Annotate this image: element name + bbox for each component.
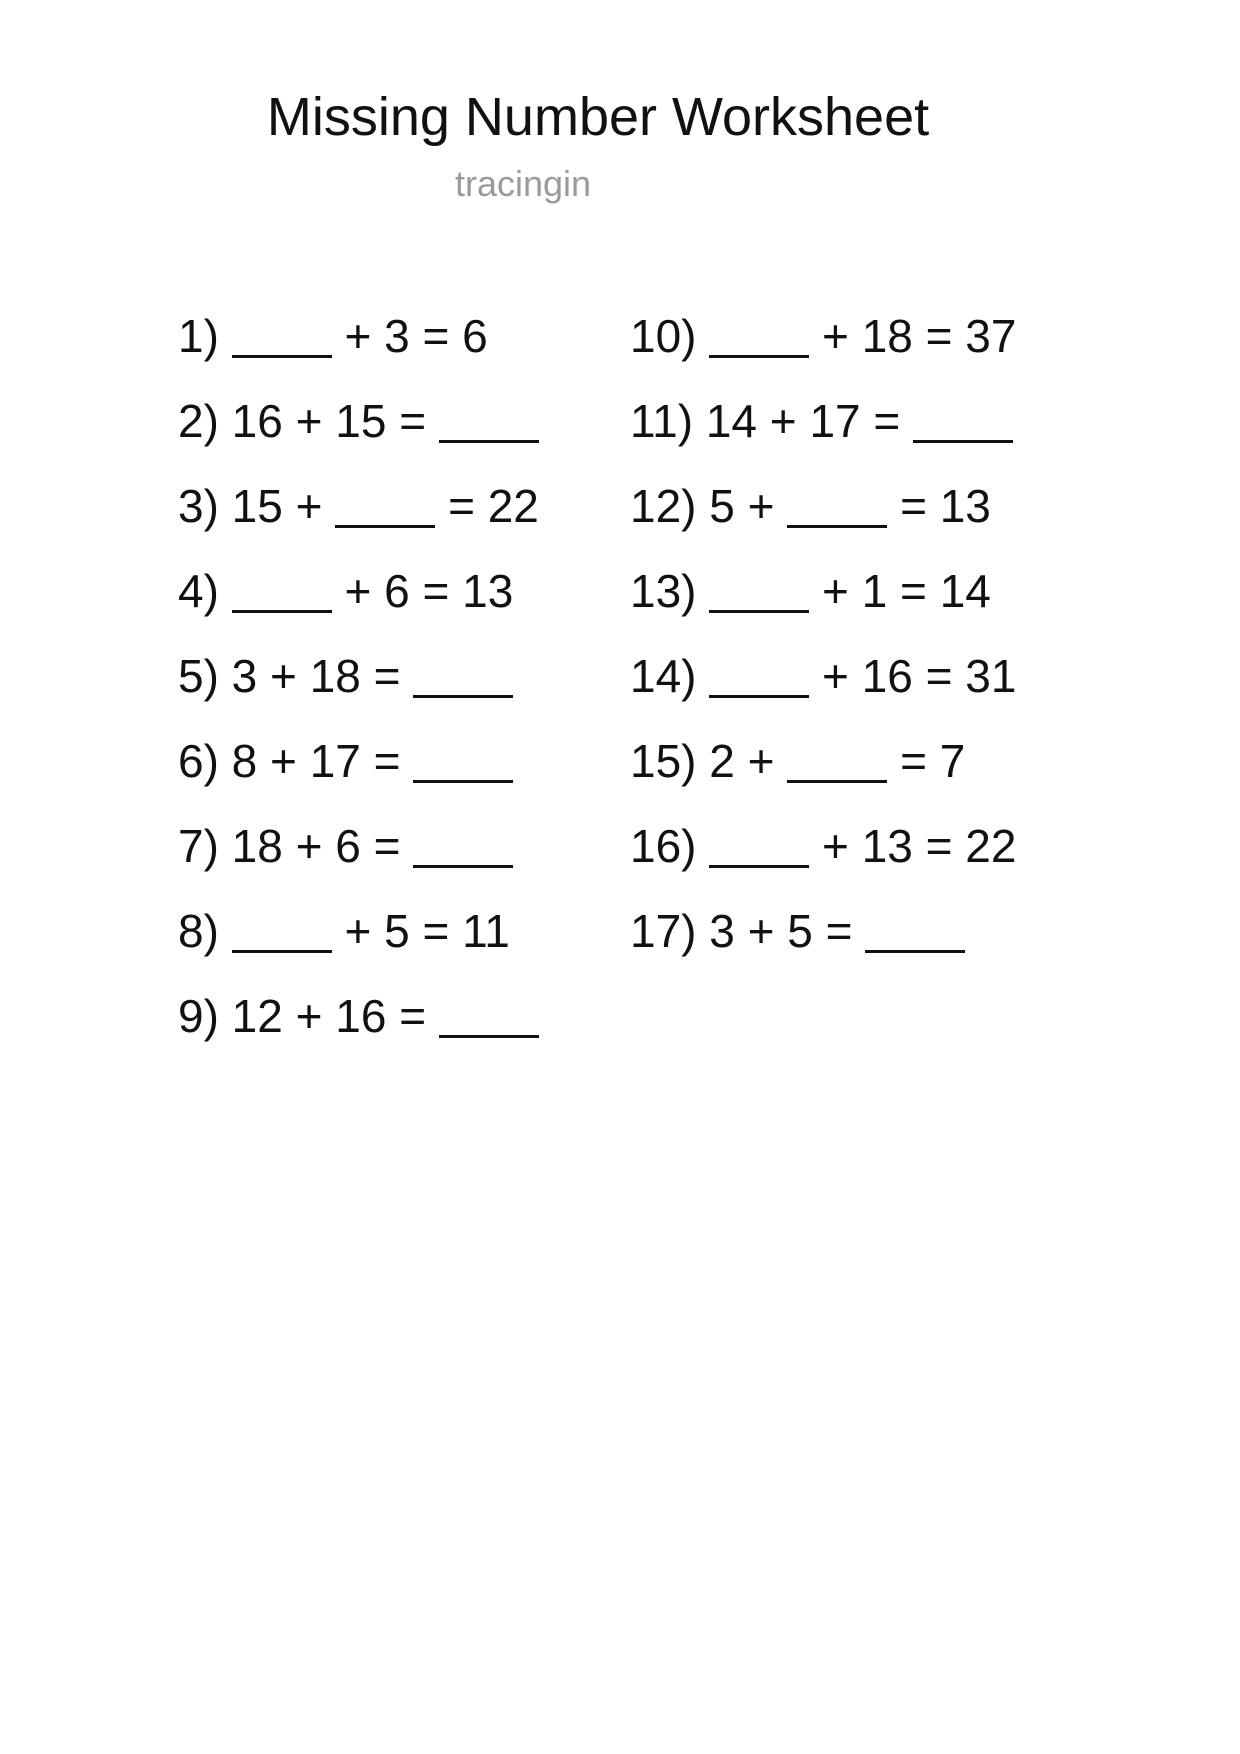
- problem-text-before: 14): [630, 650, 697, 702]
- problem-text-after: = 22: [448, 480, 539, 532]
- problem-text-after: = 13: [900, 480, 991, 532]
- problem-row-10: [630, 294, 1016, 379]
- problems-column-left: [178, 294, 539, 1059]
- worksheet-subtitle: tracingin: [454, 163, 592, 204]
- answer-blank: [865, 950, 965, 953]
- problem-text-before: 1): [178, 310, 219, 362]
- problem-text-before: 2) 16 + 15 =: [178, 395, 427, 447]
- problem-row-15: [630, 719, 1016, 804]
- answer-blank: [413, 695, 513, 698]
- answer-blank: [232, 355, 332, 358]
- answer-blank: [709, 610, 809, 613]
- answer-blank: [439, 440, 539, 443]
- answer-blank: [709, 865, 809, 868]
- answer-blank: [787, 525, 887, 528]
- answer-blank: [335, 525, 435, 528]
- answer-blank: [413, 865, 513, 868]
- answer-blank: [232, 610, 332, 613]
- problem-row-14: [630, 634, 1016, 719]
- problem-row-9: [178, 974, 539, 1059]
- problem-text-before: 3) 15 +: [178, 480, 323, 532]
- problem-row-7: [178, 804, 539, 889]
- problem-row-4: [178, 549, 539, 634]
- answer-blank: [787, 780, 887, 783]
- problem-text-before: 10): [630, 310, 697, 362]
- problem-row-8: [178, 889, 539, 974]
- problem-text-after: + 16 = 31: [822, 650, 1017, 702]
- problem-text-before: 15) 2 +: [630, 735, 775, 787]
- problem-text-after: + 6 = 13: [344, 565, 514, 617]
- problem-text-before: 17) 3 + 5 =: [630, 905, 853, 957]
- problem-row-6: [178, 719, 539, 804]
- problem-row-2: [178, 379, 539, 464]
- answer-blank: [232, 950, 332, 953]
- problems-column-right: [630, 294, 1016, 974]
- problem-text-before: 7) 18 + 6 =: [178, 820, 401, 872]
- problem-text-before: 9) 12 + 16 =: [178, 990, 427, 1042]
- answer-blank: [413, 780, 513, 783]
- answer-blank: [709, 695, 809, 698]
- problem-text-after: + 1 = 14: [822, 565, 991, 617]
- problem-text-before: 11) 14 + 17 =: [630, 395, 901, 447]
- problem-row-12: [630, 464, 1016, 549]
- problem-text-before: 12) 5 +: [630, 480, 775, 532]
- answer-blank: [439, 1035, 539, 1038]
- problem-text-after: + 13 = 22: [822, 820, 1017, 872]
- problem-text-after: + 3 = 6: [344, 310, 488, 362]
- worksheet-title: Missing Number Worksheet: [266, 87, 930, 147]
- problem-row-3: [178, 464, 539, 549]
- answer-blank: [709, 355, 809, 358]
- problem-text-before: 6) 8 + 17 =: [178, 735, 401, 787]
- problem-row-11: [630, 379, 1016, 464]
- problem-text-before: 4): [178, 565, 219, 617]
- problem-row-16: [630, 804, 1016, 889]
- problem-text-before: 5) 3 + 18 =: [178, 650, 401, 702]
- problem-text-after: = 7: [900, 735, 966, 787]
- problem-row-1: [178, 294, 539, 379]
- problem-text-after: + 5 = 11: [344, 905, 510, 957]
- problem-text-after: + 18 = 37: [822, 310, 1017, 362]
- answer-blank: [913, 440, 1013, 443]
- problem-text-before: 13): [630, 565, 697, 617]
- problem-text-before: 8): [178, 905, 219, 957]
- problem-row-5: [178, 634, 539, 719]
- problem-text-before: 16): [630, 820, 697, 872]
- problem-row-13: [630, 549, 1016, 634]
- problem-row-17: [630, 889, 1016, 974]
